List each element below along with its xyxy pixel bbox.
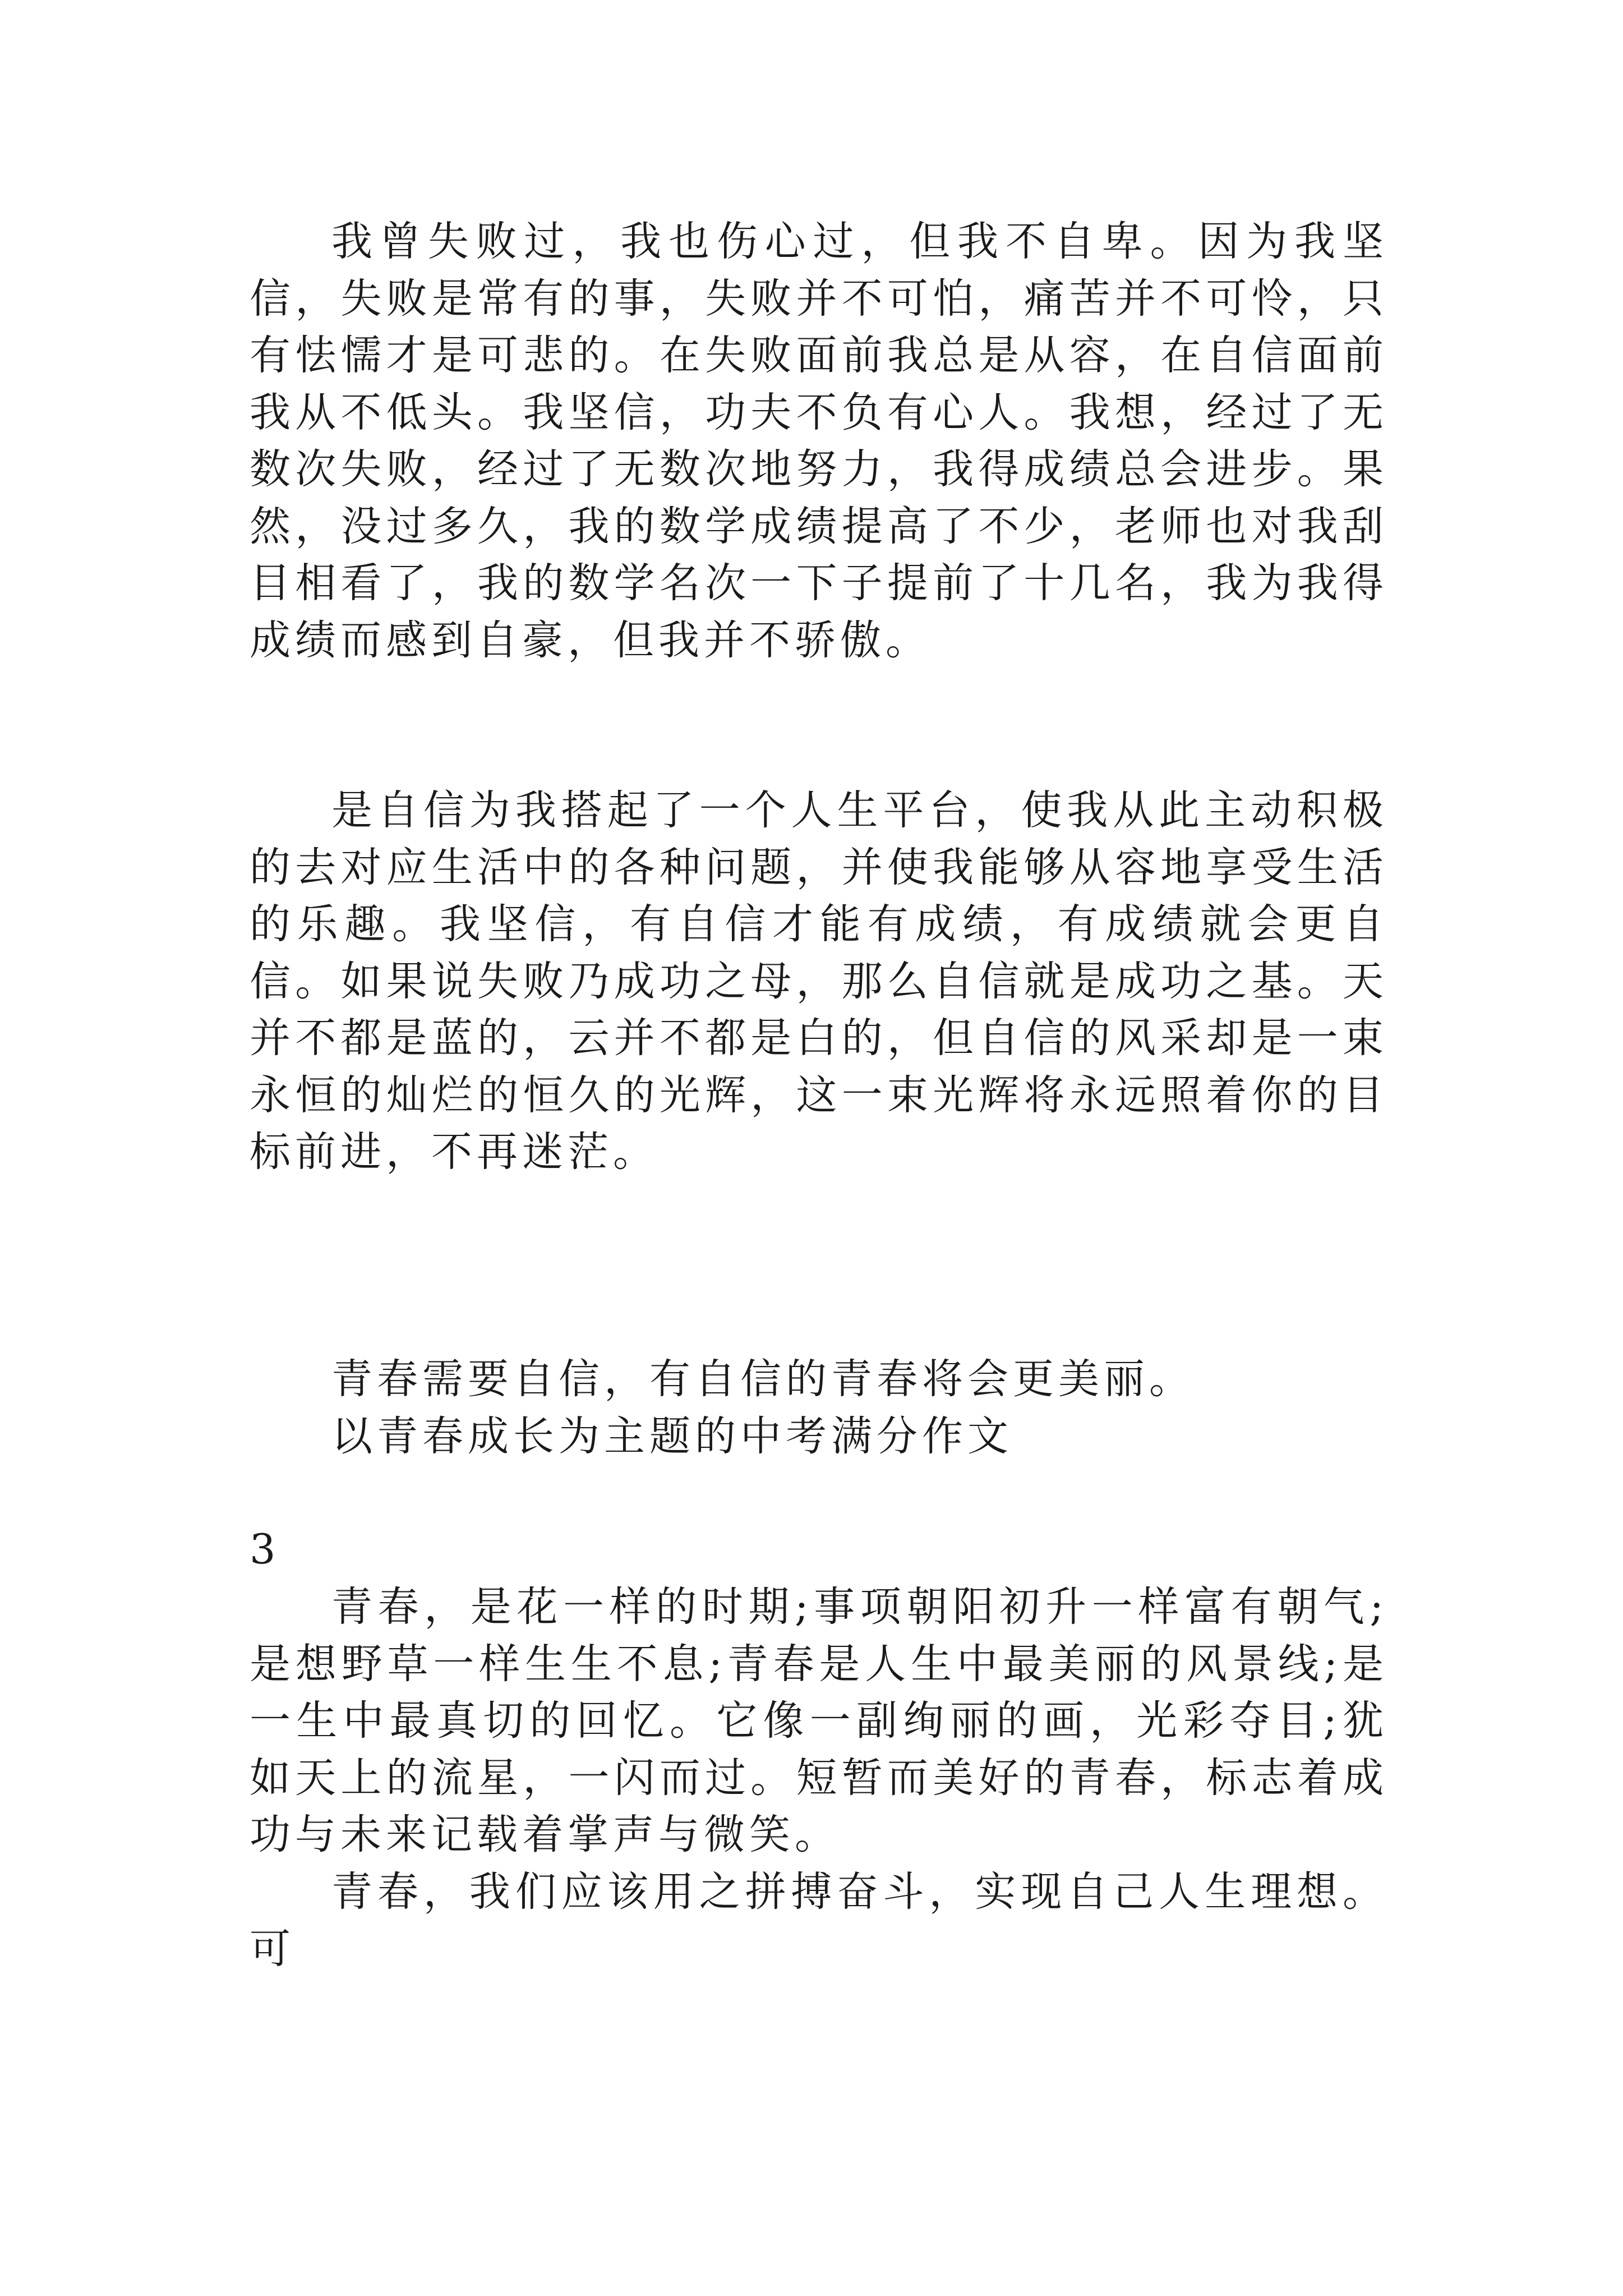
paragraph-text: 青春，是花一样的时期;事项朝阳初升一样富有朝气;是想野草一样生生不息;青春是人生中最美丽的风景线;是一生中最真切的回忆。它像一副绚丽的画，光彩夺目;犹如天上的流星，一闪而过。短暂而美好的青春，标志着成功与未来记载着掌声与微笑。 [250, 1583, 1388, 1858]
paragraph-youth-struggle [250, 1864, 1388, 1977]
paragraph-text: 我曾失败过，我也伤心过，但我不自卑。因为我坚信，失败是常有的事，失败并不可怕，痛苦并不可怜，只有怯懦才是可悲的。在失败面前我总是从容，在自信面前我从不低头。我坚信，功夫不负有心人。我想，经过了无数次失败，经过了无数次地努力，我得成绩总会进步。果然，没过多久，我的数学成绩提高了不少，老师也对我刮目相看了，我的数学名次一下子提前了十几名，我为我得成绩而感到自豪，但我并不骄傲。 [250, 218, 1388, 664]
paragraph-text: 青春，我们应该用之拼搏奋斗，实现自己人生理想。可 [250, 1868, 1388, 1973]
paragraph-youth-flower [250, 1579, 1388, 1864]
paragraph-text: 是自信为我搭起了一个人生平台，使我从此主动积极的去对应生活中的各种问题，并使我能够从容地享受生活的乐趣。我坚信，有自信才能有成绩，有成绩就会更自信。如果说失败乃成功之母，那么自信就是成功之基。天并不都是蓝的，云并不都是白的，但自信的风采却是一束永恒的灿烂的恒久的光辉，这一束光辉将永远照着你的目标前进，不再迷茫。 [250, 786, 1388, 1176]
paragraph-text: 青春需要自信，有自信的青春将会更美丽。 [331, 1355, 1195, 1403]
paragraph-failure [250, 213, 1388, 669]
essay-title-text: 以青春成长为主题的中考满分作文 [331, 1412, 1013, 1460]
essay-number-text: 3 [250, 1526, 280, 1573]
paragraph-confidence [250, 782, 1388, 1181]
essay-number [250, 1521, 1388, 1579]
paragraph-youth-needs-confidence [250, 1351, 1388, 1408]
essay-title [250, 1408, 1388, 1465]
